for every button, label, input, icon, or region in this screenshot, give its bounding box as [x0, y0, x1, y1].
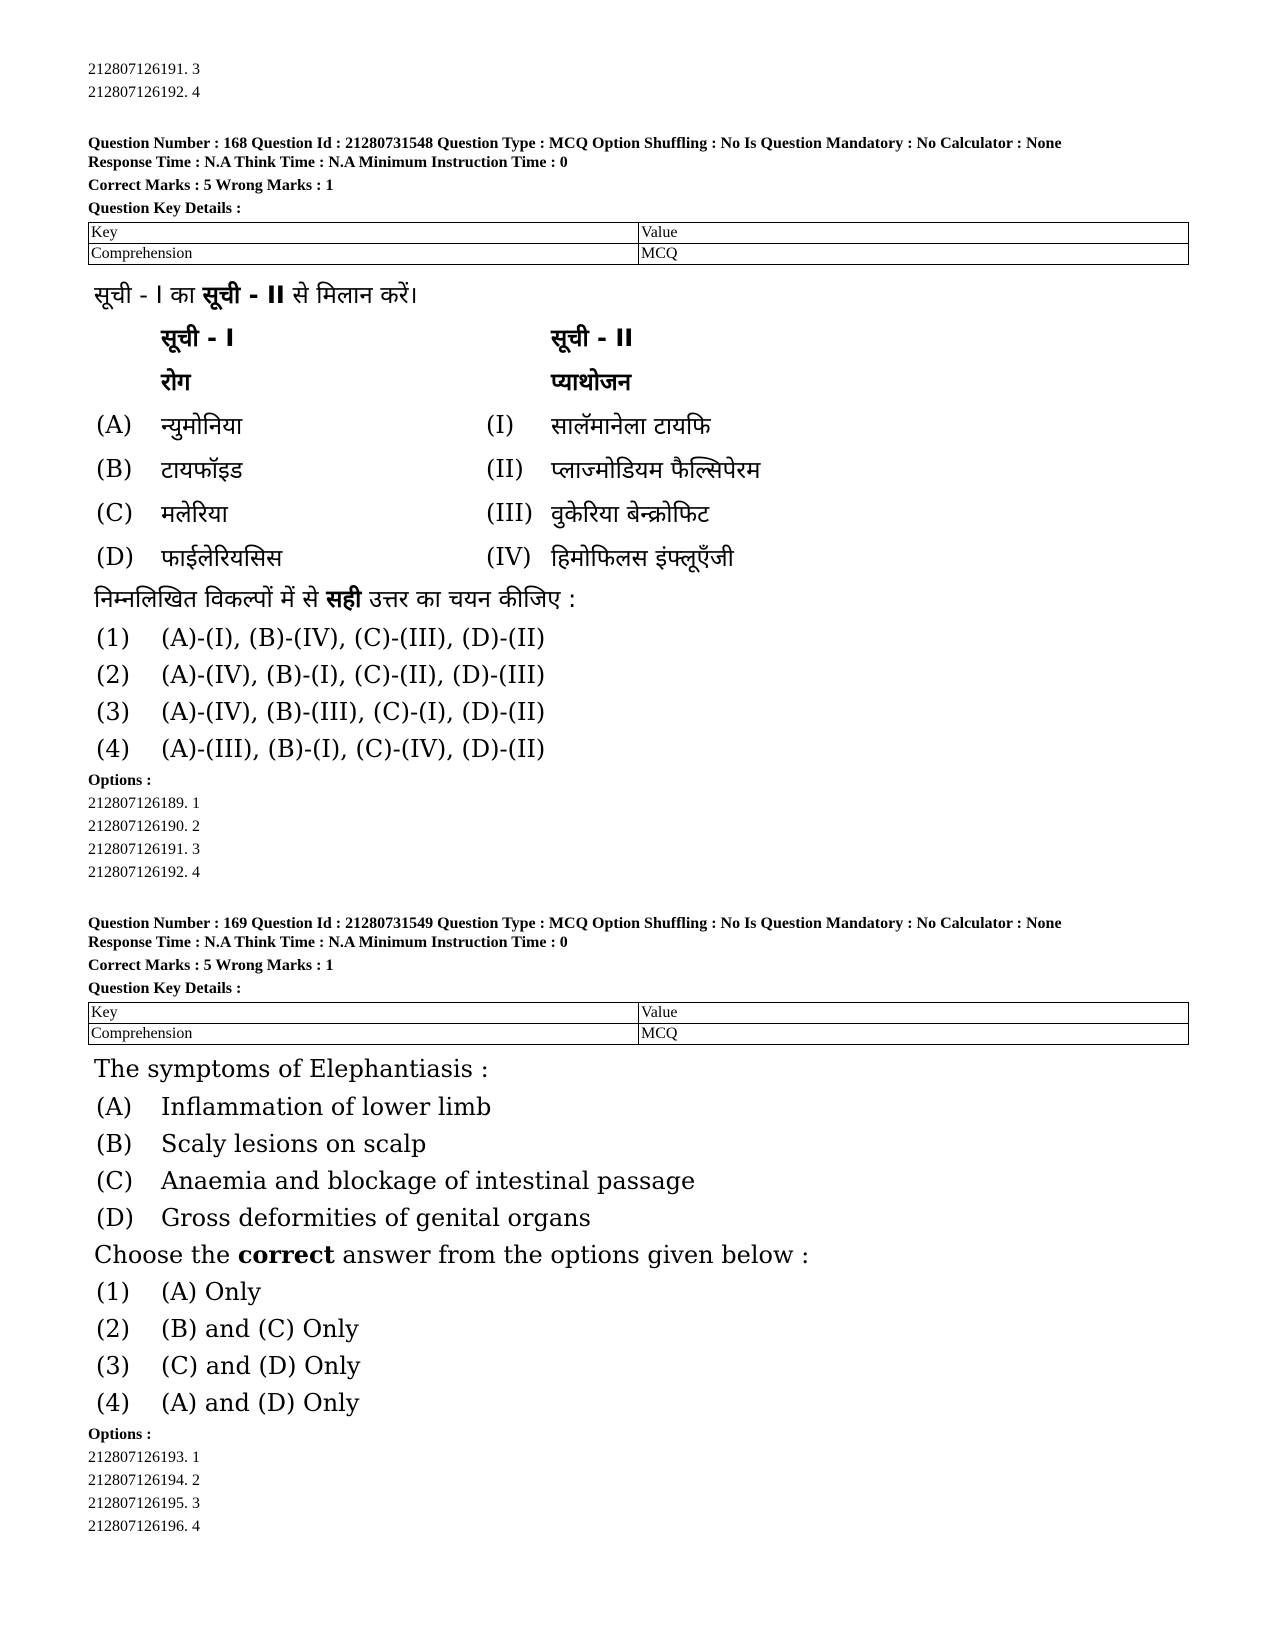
answer-text: (A)-(IV), (B)-(I), (C)-(II), (D)-(III): [161, 660, 546, 689]
answer-text: (A) Only: [161, 1277, 262, 1306]
pair-left-label: (A): [96, 411, 133, 439]
list-titles-row: [88, 315, 1188, 359]
list1-title: सूची - I: [161, 323, 235, 352]
statement-item: [88, 1125, 1188, 1162]
option-id: 212807126190. 2: [88, 818, 200, 835]
statement-item: [88, 1199, 1188, 1236]
statement-label: (B): [96, 1129, 133, 1158]
table-header-value: Value: [639, 223, 1189, 244]
choose-text-bold: correct: [237, 1240, 335, 1269]
question-meta: Question Number : 169 Question Id : 21280731549 Question Type : MCQ Option Shuffling : No Is Question Mandatory : No Calculator : None: [88, 915, 1062, 932]
option-id: 212807126193. 1: [88, 1449, 200, 1466]
table-header-value: Value: [639, 1003, 1189, 1024]
question-meta: Question Number : 168 Question Id : 21280731548 Question Type : MCQ Option Shuffling : No Is Question Mandatory : No Calculator : None: [88, 135, 1062, 152]
match-pair-row: [88, 403, 1188, 447]
option-id: 212807126192. 4: [88, 864, 200, 881]
option-id: 212807126191. 3: [88, 841, 200, 858]
instruction-bold-part-2: सूची - II: [202, 281, 285, 309]
answer-text: (A)-(III), (B)-(I), (C)-(IV), (D)-(II): [161, 734, 546, 763]
key-details-table: [88, 222, 1189, 265]
answer-number: (3): [96, 1351, 130, 1380]
table-header-key: Key: [89, 1003, 639, 1024]
options-list: [88, 1423, 1188, 1538]
option-id: 212807126191. 3: [88, 61, 200, 78]
table-header-row: [89, 1003, 1189, 1024]
answer-text: (B) and (C) Only: [161, 1314, 359, 1343]
choose-text-pre: निम्नलिखित विकल्पों में से: [94, 585, 327, 613]
answer-number: (4): [96, 734, 130, 763]
match-pair-row: [88, 447, 1188, 491]
statement-text: Inflammation of lower limb: [161, 1092, 492, 1121]
pair-left-label: (B): [96, 455, 133, 483]
match-pair-row: [88, 535, 1188, 579]
prev-options: [88, 58, 1188, 104]
statement-text: Gross deformities of genital organs: [161, 1203, 591, 1232]
key-details-label: Question Key Details :: [88, 200, 242, 217]
answer-number: (3): [96, 697, 130, 726]
table-header-key: Key: [89, 223, 639, 244]
answer-number: (1): [96, 1277, 130, 1306]
pair-right-text: वुकेरिया बेन्क्रोफिट: [551, 499, 710, 528]
option-id: 212807126192. 4: [88, 84, 200, 101]
answer-number: (2): [96, 1314, 130, 1343]
answer-choice: [88, 1273, 1188, 1310]
pair-left-text: न्युमोनिया: [161, 411, 243, 440]
pair-right-label: (II): [486, 455, 524, 483]
choose-instruction: [88, 579, 1188, 619]
statement-item: [88, 1088, 1188, 1125]
pair-right-label: (III): [486, 499, 534, 527]
answer-text: (C) and (D) Only: [161, 1351, 361, 1380]
answer-choice: [88, 1310, 1188, 1347]
options-label: Options :: [88, 1426, 152, 1443]
pair-right-text: सालॅमानेला टायफि: [551, 411, 711, 440]
option-id: 212807126194. 2: [88, 1472, 200, 1489]
answer-choice: [88, 730, 1188, 767]
answer-choice: [88, 1384, 1188, 1421]
document-page: [88, 58, 1188, 1538]
question-marks: Correct Marks : 5 Wrong Marks : 1: [88, 957, 334, 974]
statement-text: Anaemia and blockage of intestinal passage: [161, 1166, 696, 1195]
pair-left-text: फाईलेरियसिस: [161, 543, 283, 572]
question-marks: Correct Marks : 5 Wrong Marks : 1: [88, 177, 334, 194]
table-header-row: [89, 223, 1189, 244]
option-id: 212807126195. 3: [88, 1495, 200, 1512]
question-stem: The symptoms of Elephantiasis :: [94, 1055, 489, 1083]
choose-text-bold: सही: [326, 585, 362, 613]
statement-text: Scaly lesions on scalp: [161, 1129, 427, 1158]
options-label: Options :: [88, 772, 152, 789]
statement-label: (C): [96, 1166, 134, 1195]
table-row: [89, 244, 1189, 265]
pair-left-label: (D): [96, 543, 134, 571]
match-pair-row: [88, 491, 1188, 535]
table-cell-value: MCQ: [639, 244, 1189, 265]
answer-choice: [88, 1347, 1188, 1384]
choose-text-post: उत्तर का चयन कीजिए :: [361, 585, 577, 613]
answer-number: (4): [96, 1388, 130, 1417]
answer-number: (1): [96, 623, 130, 652]
list2-subtitle: प्याथोजन: [551, 367, 632, 396]
choose-instruction: [88, 1236, 1188, 1273]
question-168: [88, 134, 1188, 884]
question-169: [88, 914, 1188, 1538]
answer-number: (2): [96, 660, 130, 689]
question-meta-timing: Response Time : N.A Think Time : N.A Minimum Instruction Time : 0: [88, 154, 568, 171]
option-id: 212807126189. 1: [88, 795, 200, 812]
pair-right-text: प्लाज्मोडियम फैल्सिपेरम: [551, 455, 761, 484]
answer-text: (A)-(I), (B)-(IV), (C)-(III), (D)-(II): [161, 623, 546, 652]
answer-text: (A) and (D) Only: [161, 1388, 360, 1417]
options-list: [88, 769, 1188, 884]
pair-right-text: हिमोफिलस इंफ्लूएँजी: [551, 543, 734, 572]
table-row: [89, 1024, 1189, 1045]
answer-choice: [88, 656, 1188, 693]
pair-left-text: मलेरिया: [161, 499, 228, 528]
instruction-text: सूची - I का: [94, 281, 203, 309]
statement-label: (D): [96, 1203, 134, 1232]
question-meta-timing: Response Time : N.A Think Time : N.A Minimum Instruction Time : 0: [88, 934, 568, 951]
pair-left-label: (C): [96, 499, 134, 527]
table-cell-value: MCQ: [639, 1024, 1189, 1045]
option-id: 212807126196. 4: [88, 1518, 200, 1535]
pair-left-text: टायफॉइड: [161, 455, 243, 484]
choose-text-post: answer from the options given below :: [334, 1241, 810, 1269]
statement-label: (A): [96, 1092, 133, 1121]
pair-right-label: (IV): [486, 543, 532, 571]
table-cell-key: Comprehension: [89, 1024, 639, 1045]
choose-text-pre: Choose the: [94, 1241, 238, 1269]
statement-item: [88, 1162, 1188, 1199]
key-details-label: Question Key Details :: [88, 980, 242, 997]
table-cell-key: Comprehension: [89, 244, 639, 265]
answer-choice: [88, 693, 1188, 730]
list1-subtitle: रोग: [161, 367, 191, 396]
question-instruction: [88, 275, 1188, 315]
answer-text: (A)-(IV), (B)-(III), (C)-(I), (D)-(II): [161, 697, 546, 726]
key-details-table: [88, 1002, 1189, 1045]
answer-choice: [88, 619, 1188, 656]
list-subtitles-row: [88, 359, 1188, 403]
list2-title: सूची - II: [551, 323, 634, 352]
instruction-text-post: से मिलान करें।: [284, 281, 418, 309]
pair-right-label: (I): [486, 411, 515, 439]
